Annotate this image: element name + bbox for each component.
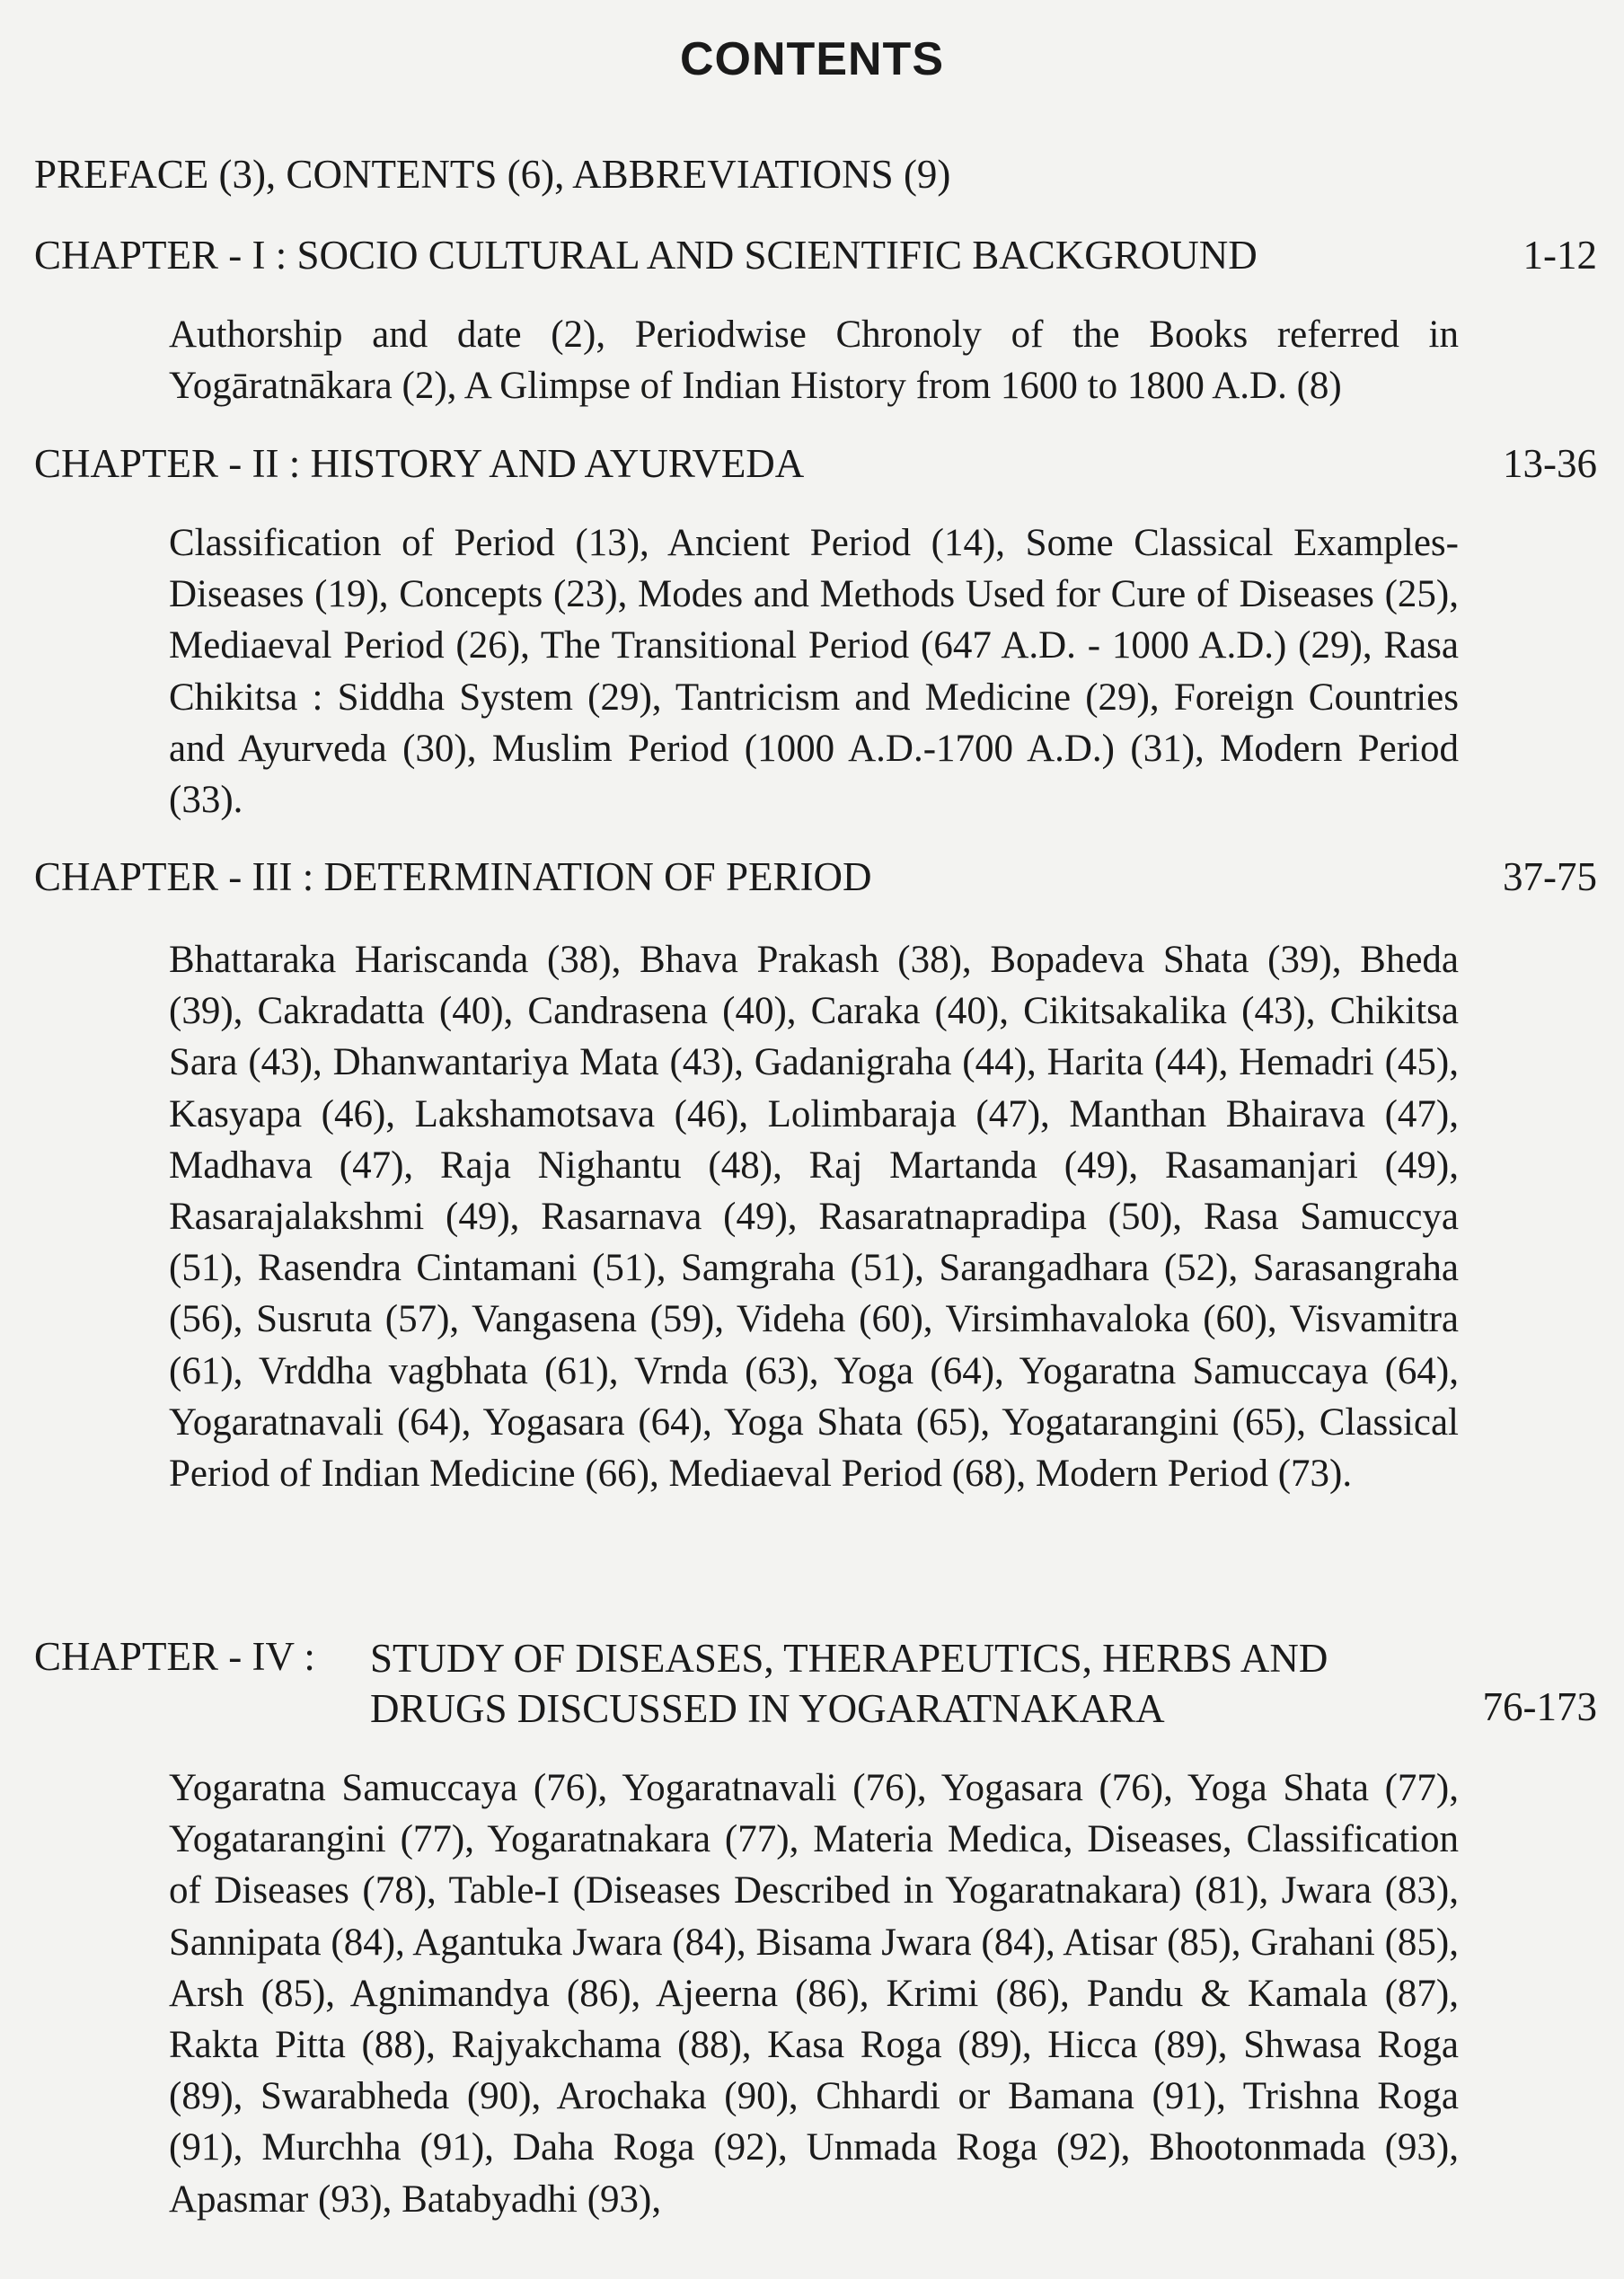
chapter-1-heading: CHAPTER - I : SOCIO CULTURAL AND SCIENTIFIC BACKGROUND <box>34 233 1258 278</box>
chapter-2-pages: 13-36 <box>1503 441 1597 486</box>
chapter-3-heading: CHAPTER - III : DETERMINATION OF PERIOD <box>34 854 872 899</box>
chapter-1-summary: Authorship and date (2), Periodwise Chronoly of the Books referred in Yogāratnākara (2), A Glimpse of Indian History from 1600 to 1800 A.D. (8) <box>169 314 1459 408</box>
chapter-4-pages: 76-173 <box>1482 1684 1597 1729</box>
chapter-1-pages: 1-12 <box>1522 233 1597 278</box>
chapter-4-title-line-2: DRUGS DISCUSSED IN YOGARATNAKARA <box>370 1686 1165 1731</box>
chapter-4-title-line-1: STUDY OF DISEASES, THERAPEUTICS, HERBS AND <box>370 1636 1328 1681</box>
chapter-4-summary: Yogaratna Samuccaya (76), Yogaratnavali (76), Yogasara (76), Yoga Shata (77), Yogatarangini (77), Yogaratnakara (77), Materia Medica, Diseases, Classification of Diseases (78), Table-I (Diseases Described in Yogaratnakara) (81), Jwara (83), Sannipata (84), Agantuka Jwara (84), Bisama Jwara (84), Atisar (85), Grahani (85), Arsh (85), Agnimandya (86), Ajeerna (86), Krimi (86), Pandu & Kamala (87), Rakta Pitta (88), Rajyakchama (88), Kasa Roga (89), Hicca (89), Shwasa Roga (89), Swarabheda (90), Arochaka (90), Chhardi or Bamana (91), Trishna Roga (91), Murchha (91), Daha Roga (92), Unmada Roga (92), Bhootonmada (93), Apasmar (93), Batabyadhi (93), <box>169 1767 1459 2221</box>
chapter-4-label: CHAPTER - IV : <box>34 1634 315 1679</box>
front-matter-line: PREFACE (3), CONTENTS (6), ABBREVIATIONS (9) <box>34 152 951 197</box>
chapter-4-title <box>370 1633 1328 1734</box>
chapter-3-summary: Bhattaraka Hariscanda (38), Bhava Prakash (38), Bopadeva Shata (39), Bheda (39), Cakradatta (40), Candrasena (40), Caraka (40), Cikitsakalika (43), Chikitsa Sara (43), Dhanwantariya Mata (43), Gadanigraha (44), Harita (44), Hemadri (45), Kasyapa (46), Lakshamotsava (46), Lolimbaraja (47), Manthan Bhairava (47), Madhava (47), Raja Nighantu (48), Raj Martanda (49), Rasamanjari (49), Rasarajalakshmi (49), Rasarnava (49), Rasaratnapradipa (50), Rasa Samuccya (51), Rasendra Cintamani (51), Samgraha (51), Sarangadhara (52), Sarasangraha (56), Susruta (57), Vangasena (59), Videha (60), Virsimhavaloka (60), Visvamitra (61), Vrddha vagbhata (61), Vrnda (63), Yoga (64), Yogaratna Samuccaya (64), Yogaratnavali (64), Yogasara (64), Yoga Shata (65), Yogatarangini (65), Classical Period of Indian Medicine (66), Mediaeval Period (68), Modern Period (73). <box>169 939 1459 1496</box>
chapter-2-heading: CHAPTER - II : HISTORY AND AYURVEDA <box>34 441 805 486</box>
chapter-3-pages: 37-75 <box>1503 854 1597 899</box>
page-title: CONTENTS <box>680 33 944 85</box>
chapter-2-summary: Classification of Period (13), Ancient Period (14), Some Classical Examples-Diseases (19), Concepts (23), Modes and Methods Used for Cure of Diseases (25), Mediaeval Period (26), The Transitional Period (647 A.D. - 1000 A.D.) (29), Rasa Chikitsa : Siddha System (29), Tantricism and Medicine (29), Foreign Countries and Ayurveda (30), Muslim Period (1000 A.D.-1700 A.D.) (31), Modern Period (33). <box>169 522 1459 822</box>
